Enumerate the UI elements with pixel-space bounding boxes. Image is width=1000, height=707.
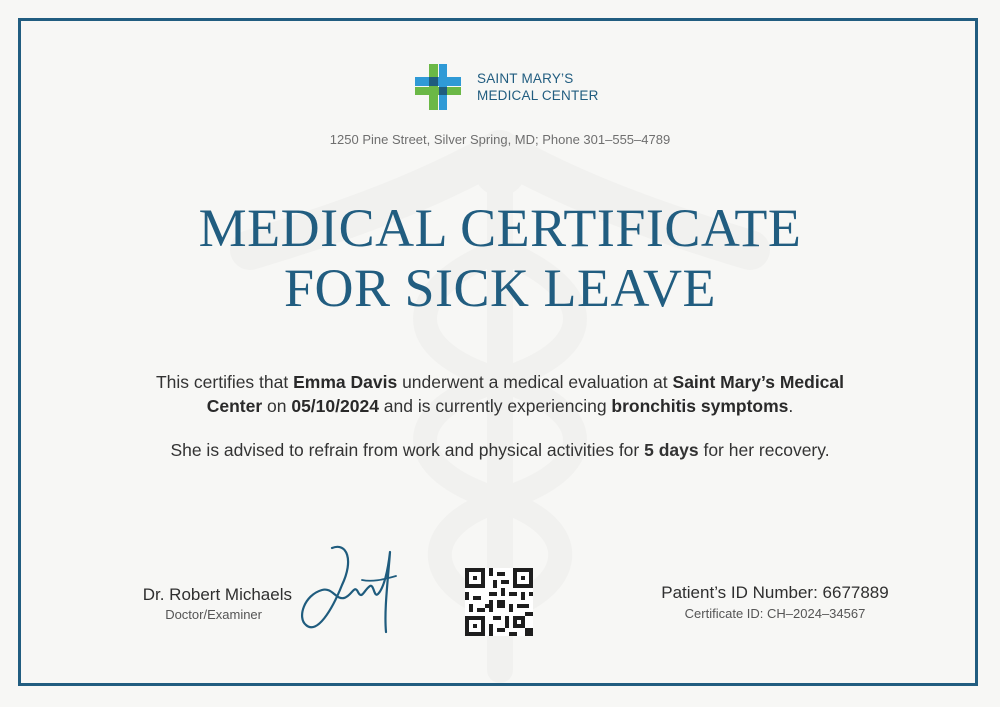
patient-id-label: Patient’s ID Number: — [661, 583, 823, 602]
advice-text-1: She is advised to refrain from work and physical activities for — [170, 440, 645, 460]
hospital-logo — [413, 62, 599, 112]
hospital-name-line2: MEDICAL CENTER — [477, 88, 599, 103]
title-line2: FOR SICK LEAVE — [283, 258, 717, 318]
patient-id-number — [600, 583, 950, 603]
qr-code-icon — [465, 568, 533, 636]
advice-statement — [100, 438, 900, 462]
statement-text-3: on — [262, 396, 292, 416]
certification-statement — [140, 370, 860, 418]
patient-id-value: 6677889 — [822, 583, 889, 602]
hospital-address: 1250 Pine Street, Silver Spring, MD; Phone 301–555–4789 — [329, 132, 671, 147]
medical-cross-icon — [413, 62, 463, 112]
facility-name: Saint Mary’s Medical Center — [206, 372, 845, 416]
diagnosis: bronchitis symptoms — [611, 396, 789, 416]
certificate-id — [600, 606, 950, 621]
doctor-block — [120, 585, 292, 622]
statement-text-2: underwent a medical evaluation at — [397, 372, 673, 392]
certificate-id-label: Certificate ID: — [684, 606, 768, 621]
hospital-name — [477, 70, 599, 104]
doctor-signature — [292, 540, 402, 640]
doctor-role: Doctor/Examiner — [165, 607, 262, 622]
certificate-title — [0, 198, 1000, 318]
certificate-id-value: CH–2024–34567 — [767, 606, 866, 621]
patient-name: Emma Davis — [293, 372, 398, 392]
patient-block — [600, 583, 950, 621]
hospital-name-line1: SAINT MARY’S — [477, 71, 574, 86]
statement-text-4: and is currently experiencing — [378, 396, 612, 416]
advice-text-2: for her recovery. — [698, 440, 830, 460]
statement-text-5: . — [788, 396, 794, 416]
leave-duration: 5 days — [644, 440, 699, 460]
title-line1: MEDICAL CERTIFICATE — [198, 198, 802, 258]
doctor-name: Dr. Robert Michaels — [142, 585, 292, 604]
evaluation-date: 05/10/2024 — [291, 396, 379, 416]
statement-text-1: This certifies that — [155, 372, 294, 392]
